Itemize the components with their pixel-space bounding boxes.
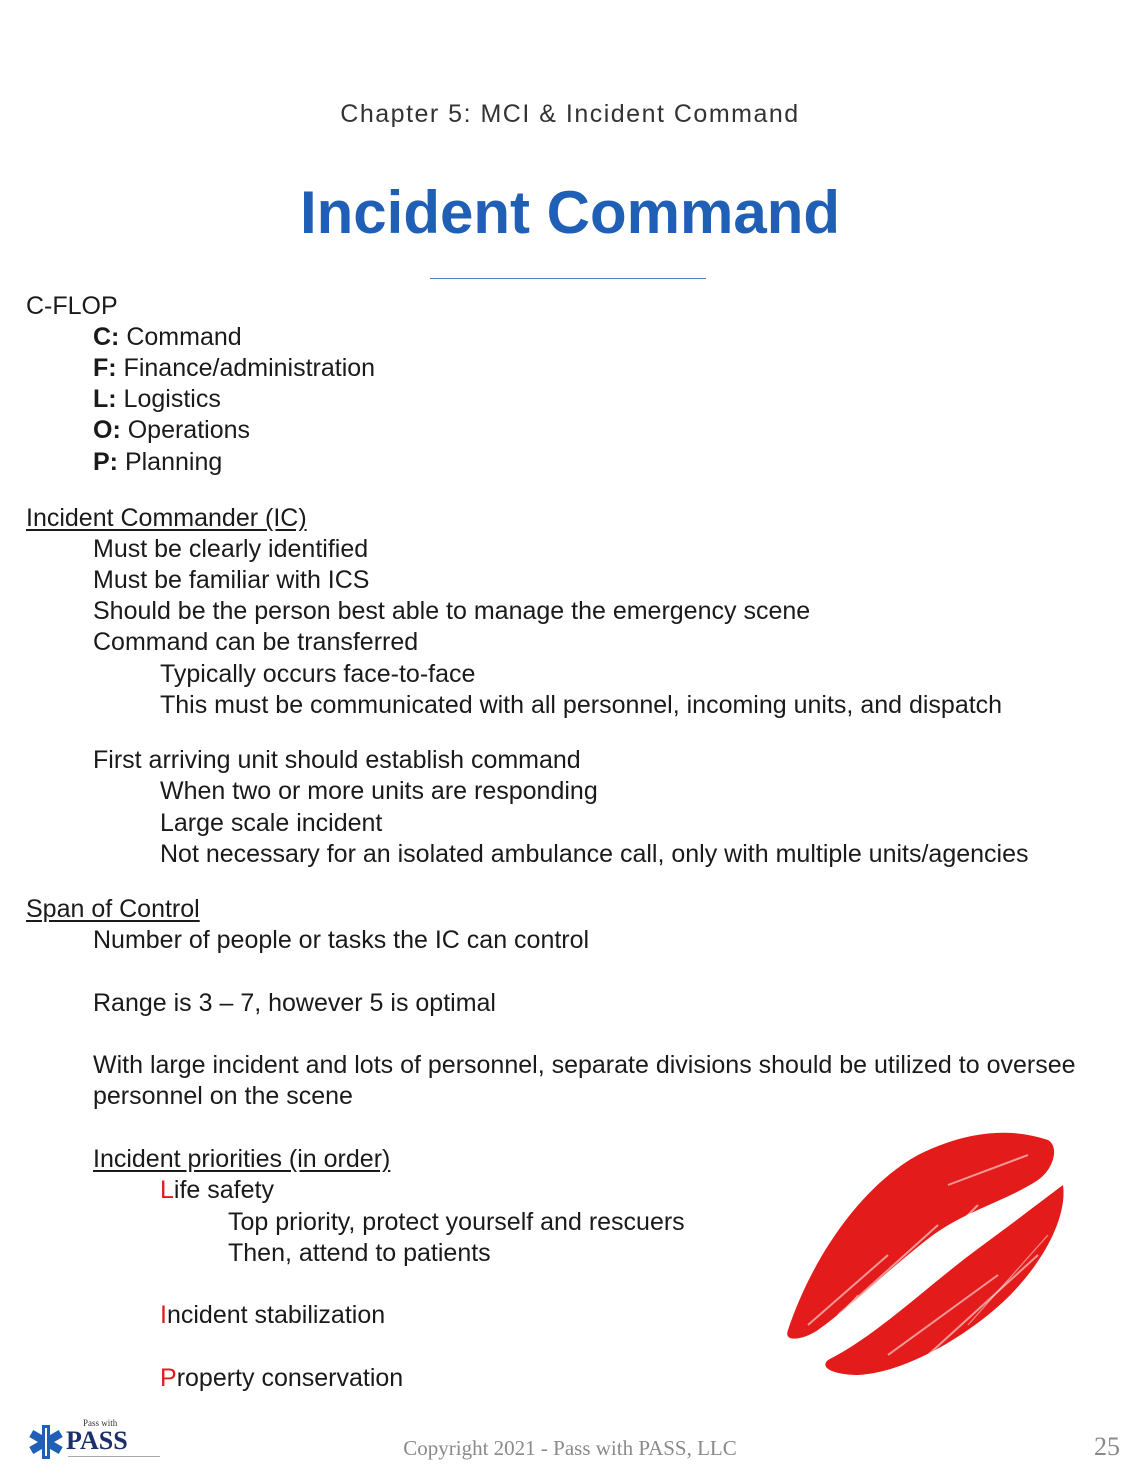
priority-subitem: Then, attend to patients [228, 1239, 491, 1267]
ic-heading: Incident Commander (IC) [26, 504, 307, 532]
span-item-continued: personnel on the scene [93, 1082, 353, 1110]
priority-item: Incident stabilization [160, 1301, 386, 1329]
logo-small-text: Pass with [83, 1418, 118, 1428]
page-number: 25 [1094, 1432, 1120, 1461]
ic-subitem: Large scale incident [160, 809, 383, 837]
ic-item: Must be clearly identified [93, 535, 369, 563]
cflop-item: O: Operations [93, 416, 251, 444]
priorities-heading: Incident priorities (in order) [93, 1145, 391, 1173]
span-heading: Span of Control [26, 895, 200, 923]
ic-item: Command can be transferred [93, 628, 419, 656]
cflop-item: F: Finance/administration [93, 354, 376, 382]
cflop-heading: C-FLOP [26, 292, 118, 320]
priority-item: Life safety [160, 1176, 274, 1204]
span-item: Number of people or tasks the IC can control [93, 926, 590, 954]
logo-main-text: PASS [66, 1426, 128, 1455]
priority-item: Property conservation [160, 1364, 404, 1392]
ic-item: Must be familiar with ICS [93, 566, 370, 594]
title-divider [430, 278, 706, 279]
ic-subitem: This must be communicated with all personnel, incoming units, and dispatch [160, 691, 1003, 719]
priority-subitem: Top priority, protect yourself and rescuers [228, 1208, 685, 1236]
ic-subitem: Typically occurs face-to-face [160, 660, 476, 688]
cflop-item: L: Logistics [93, 385, 221, 413]
ic-subitem: Not necessary for an isolated ambulance call, only with multiple units/agencies [160, 840, 1029, 868]
page-title: Incident Command [299, 179, 841, 246]
ic-item: Should be the person best able to manage the emergency scene [93, 597, 811, 625]
copyright-text: Copyright 2021 - Pass with PASS, LLC [403, 1436, 737, 1460]
ic-subitem: When two or more units are responding [160, 777, 598, 805]
cflop-item: P: Planning [93, 448, 223, 476]
lips-kiss-graphic [768, 1125, 1073, 1380]
chapter-label: Chapter 5: MCI & Incident Command [340, 100, 800, 128]
ic-item: First arriving unit should establish command [93, 746, 581, 774]
span-item: With large incident and lots of personnel, separate divisions should be utilized to oversee [93, 1051, 1076, 1079]
span-item: Range is 3 – 7, however 5 is optimal [93, 989, 496, 1017]
cflop-item: C: Command [93, 323, 242, 351]
